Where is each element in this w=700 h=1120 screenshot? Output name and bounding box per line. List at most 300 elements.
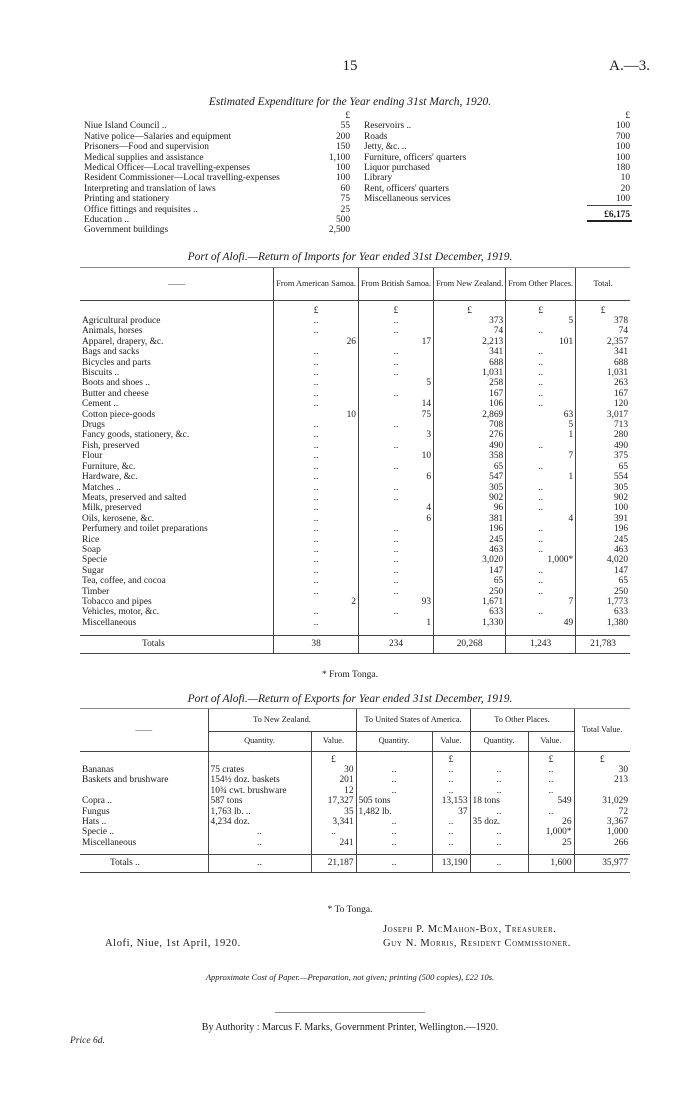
imports-stub-header: —— bbox=[168, 279, 185, 289]
imports-row bbox=[80, 337, 630, 347]
import-item-label: Milk, preserved bbox=[82, 503, 142, 514]
import-item-label: Oils, kerosene, &c. bbox=[82, 513, 155, 524]
import-value: .. bbox=[506, 347, 576, 357]
import-value: .. bbox=[506, 503, 576, 513]
imports-row bbox=[80, 607, 630, 617]
expenditure-row bbox=[82, 121, 352, 131]
imports-title: Port of Alofi.—Return of Imports for Year ended 31st December, 1919. bbox=[187, 251, 513, 263]
exports-stub-header: —— bbox=[135, 725, 153, 735]
export-value: 30 bbox=[574, 765, 630, 775]
import-value: 100 bbox=[576, 503, 630, 513]
import-value: 490 bbox=[576, 441, 630, 451]
exports-row bbox=[80, 796, 630, 806]
export-value: 549 bbox=[528, 796, 574, 806]
import-value: 10 bbox=[274, 410, 359, 420]
expenditure-left-table bbox=[82, 111, 352, 236]
import-value: .. bbox=[274, 316, 359, 326]
exports-row bbox=[80, 817, 630, 827]
import-value: .. bbox=[358, 566, 433, 576]
expenditure-item-value: 1,100 bbox=[328, 152, 350, 163]
imports-row bbox=[80, 430, 630, 440]
export-item-label: Bananas bbox=[82, 765, 114, 775]
import-value: .. bbox=[506, 389, 576, 399]
imports-row bbox=[80, 441, 630, 451]
expenditure-row bbox=[82, 142, 352, 152]
export-total-value: 1,600 bbox=[528, 854, 574, 872]
expenditure-item-label: Native police—Salaries and equipment bbox=[84, 131, 232, 142]
import-value: 75 bbox=[358, 410, 433, 420]
import-value: 378 bbox=[576, 316, 630, 326]
expenditure-item-label: Roads bbox=[364, 131, 388, 142]
import-value: 120 bbox=[576, 399, 630, 409]
expenditure-row bbox=[82, 184, 352, 194]
export-value: 35 bbox=[311, 807, 356, 817]
import-value: 1,380 bbox=[576, 618, 630, 628]
exports-row bbox=[80, 775, 630, 785]
exports-stub-spacer bbox=[80, 751, 208, 765]
imports-row bbox=[80, 368, 630, 378]
import-total-value: 234 bbox=[358, 635, 433, 653]
imports-row bbox=[80, 566, 630, 576]
import-item-label: Fish, preserved bbox=[82, 440, 140, 451]
import-value: .. bbox=[358, 441, 433, 451]
import-value: 65 bbox=[576, 576, 630, 586]
exports-sub-value-usa: Value. bbox=[432, 731, 470, 751]
expenditure-item-label: Interpreting and translation of laws bbox=[84, 183, 216, 194]
expenditure-item-label: Library bbox=[364, 173, 393, 184]
import-value: .. bbox=[274, 430, 359, 440]
imports-row bbox=[80, 389, 630, 399]
expenditure-total-rule-row bbox=[362, 221, 632, 224]
export-quantity: .. bbox=[470, 775, 528, 785]
export-item-label: Copra .. bbox=[82, 796, 112, 807]
imports-spacer-row bbox=[80, 628, 630, 635]
import-item-label: Apparel, drapery, &c. bbox=[82, 336, 164, 347]
import-value: .. bbox=[358, 389, 433, 399]
import-value: .. bbox=[358, 347, 433, 357]
import-item-label: Tea, coffee, and cocoa bbox=[82, 576, 166, 587]
authority-line: By Authority : Marcus F. Marks, Government Printer, Wellington.—1920. bbox=[201, 1022, 499, 1033]
export-quantity: 1,763 lb. .. bbox=[208, 807, 311, 817]
expenditure-row bbox=[82, 225, 352, 235]
exports-table bbox=[80, 709, 630, 873]
import-value: .. bbox=[506, 576, 576, 586]
import-value: .. bbox=[506, 587, 576, 597]
export-value: .. bbox=[528, 786, 574, 796]
export-quantity: .. bbox=[356, 817, 432, 827]
imports-row bbox=[80, 597, 630, 607]
expenditure-spacer bbox=[362, 210, 587, 221]
import-value: .. bbox=[274, 514, 359, 524]
import-value: .. bbox=[358, 555, 433, 565]
import-value: 1,000* bbox=[506, 555, 576, 565]
import-value: 1,031 bbox=[576, 368, 630, 378]
imports-row bbox=[80, 576, 630, 586]
place-date: Alofi, Niue, 1st April, 1920. bbox=[105, 938, 241, 949]
import-item-label: Hardware, &c. bbox=[82, 472, 138, 483]
exports-sub-quantity-nz: Quantity. bbox=[208, 731, 311, 751]
import-value: 373 bbox=[434, 316, 506, 326]
export-value: .. bbox=[528, 807, 574, 817]
export-quantity: 505 tons bbox=[356, 796, 432, 806]
imports-col-spacer bbox=[274, 628, 359, 635]
import-value: 5 bbox=[506, 316, 576, 326]
expenditure-item-label: Liquor purchased bbox=[364, 163, 430, 174]
document-code: A.—3. bbox=[609, 58, 650, 74]
import-value: 381 bbox=[434, 514, 506, 524]
currency-symbol: £ bbox=[528, 751, 574, 765]
import-value: 14 bbox=[358, 399, 433, 409]
imports-row bbox=[80, 326, 630, 336]
export-quantity: .. bbox=[470, 838, 528, 848]
export-total-value: .. bbox=[356, 854, 432, 872]
expenditure-total-rule bbox=[587, 221, 632, 224]
currency-symbol: £ bbox=[574, 751, 630, 765]
expenditure-item-label: Medical Officer—Local travelling-expenses bbox=[84, 163, 250, 174]
imports-row bbox=[80, 462, 630, 472]
export-quantity: .. bbox=[356, 838, 432, 848]
import-item-label: Miscellaneous bbox=[82, 617, 137, 628]
expenditure-row bbox=[362, 121, 632, 131]
exports-row bbox=[80, 827, 630, 837]
export-value: 37 bbox=[432, 807, 470, 817]
import-value: 341 bbox=[576, 347, 630, 357]
imports-row bbox=[80, 555, 630, 565]
import-value: 5 bbox=[506, 420, 576, 430]
imports-row bbox=[80, 358, 630, 368]
expenditure-item-label: Jetty, &c. .. bbox=[364, 142, 407, 153]
import-value: 276 bbox=[434, 430, 506, 440]
import-value: 547 bbox=[434, 472, 506, 482]
import-value: 167 bbox=[434, 389, 506, 399]
export-value: .. bbox=[311, 827, 356, 837]
export-value: 213 bbox=[574, 775, 630, 785]
expenditure-spacer bbox=[82, 111, 307, 121]
import-value: 6 bbox=[358, 514, 433, 524]
import-value: 713 bbox=[576, 420, 630, 430]
import-value: 2,213 bbox=[434, 337, 506, 347]
expenditure-item-label: Niue Island Council .. bbox=[84, 121, 167, 132]
expenditure-spacer bbox=[362, 111, 587, 121]
imports-row bbox=[80, 399, 630, 409]
export-item-label: Fungus bbox=[82, 806, 110, 817]
export-quantity: .. bbox=[470, 807, 528, 817]
expenditure-item-value: 180 bbox=[615, 163, 630, 174]
import-item-label: Matches .. bbox=[82, 482, 121, 493]
import-item-label: Cement .. bbox=[82, 399, 119, 410]
signature-commissioner: Guy N. Morris, Resident Commissioner. bbox=[383, 938, 571, 949]
import-value: 1,671 bbox=[434, 597, 506, 607]
imports-col-spacer bbox=[358, 628, 433, 635]
export-value: 31,029 bbox=[574, 796, 630, 806]
import-value: 280 bbox=[576, 430, 630, 440]
import-value: .. bbox=[274, 420, 359, 430]
export-value: .. bbox=[432, 775, 470, 785]
import-item-label: Agricultural produce bbox=[82, 316, 161, 326]
import-value: 1 bbox=[506, 472, 576, 482]
import-item-label: Bicycles and parts bbox=[82, 357, 151, 368]
expenditure-row bbox=[82, 173, 352, 183]
expenditure-item-label: Medical supplies and assistance bbox=[84, 152, 204, 163]
import-value: 147 bbox=[434, 566, 506, 576]
expenditure-item-label: Miscellaneous services bbox=[364, 194, 451, 205]
expenditure-item-value: 100 bbox=[615, 142, 630, 153]
import-value: 7 bbox=[506, 597, 576, 607]
import-value: 633 bbox=[576, 607, 630, 617]
imports-row bbox=[80, 472, 630, 482]
import-value: .. bbox=[274, 368, 359, 378]
export-quantity: 1,482 lb. bbox=[356, 807, 432, 817]
exports-footnote: * To Tonga. bbox=[327, 905, 373, 915]
export-value: 12 bbox=[311, 786, 356, 796]
export-total-value: 35,977 bbox=[574, 854, 630, 872]
import-value: 305 bbox=[434, 483, 506, 493]
import-value: 2,357 bbox=[576, 337, 630, 347]
export-value: 1,000* bbox=[528, 827, 574, 837]
expenditure-item-label: Resident Commissioner—Local travelling-expenses bbox=[84, 173, 280, 184]
import-value: 196 bbox=[576, 524, 630, 534]
import-value: .. bbox=[274, 326, 359, 336]
export-quantity: 35 doz. bbox=[470, 817, 528, 827]
export-quantity: 4,234 doz. bbox=[208, 817, 311, 827]
expenditure-item-value: 2,500 bbox=[328, 225, 350, 236]
expenditure-item-value: 10 bbox=[620, 173, 630, 184]
import-value: .. bbox=[274, 524, 359, 534]
imports-row bbox=[80, 451, 630, 461]
export-value: 3,341 bbox=[311, 817, 356, 827]
import-value: .. bbox=[506, 462, 576, 472]
exports-row bbox=[80, 807, 630, 817]
export-item-label: Miscellaneous bbox=[82, 837, 137, 848]
import-value: 341 bbox=[434, 347, 506, 357]
export-quantity: 587 tons bbox=[208, 796, 311, 806]
export-quantity: 154½ doz. baskets bbox=[208, 775, 311, 785]
export-item-label: Hats .. bbox=[82, 817, 107, 828]
export-value: .. bbox=[528, 765, 574, 775]
expenditure-item-label: Furniture, officers' quarters bbox=[364, 152, 467, 163]
export-value: 25 bbox=[528, 838, 574, 848]
import-value: 65 bbox=[434, 576, 506, 586]
import-value: 26 bbox=[274, 337, 359, 347]
export-quantity: .. bbox=[470, 827, 528, 837]
imports-table bbox=[80, 268, 630, 654]
import-value: .. bbox=[274, 587, 359, 597]
import-value: 74 bbox=[576, 326, 630, 336]
export-value: .. bbox=[528, 775, 574, 785]
expenditure-row bbox=[362, 142, 632, 152]
expenditure-title: Estimated Expenditure for the Year ending 31st March, 1920. bbox=[208, 96, 492, 108]
import-value: 554 bbox=[576, 472, 630, 482]
exports-sub-value-nz: Value. bbox=[311, 731, 356, 751]
expenditure-item-value: 100 bbox=[615, 194, 630, 205]
price-note: Price 6d. bbox=[70, 1036, 105, 1046]
exports-group-usa: To United States of America. bbox=[356, 709, 470, 731]
imports-currency-row bbox=[80, 300, 630, 316]
imports-footnote: * From Tonga. bbox=[322, 670, 378, 680]
import-total-value: 1,243 bbox=[506, 635, 576, 653]
import-value: 49 bbox=[506, 618, 576, 628]
export-value: 72 bbox=[574, 807, 630, 817]
export-value: 3,367 bbox=[574, 817, 630, 827]
import-value: .. bbox=[506, 607, 576, 617]
imports-row bbox=[80, 410, 630, 420]
import-value: .. bbox=[274, 441, 359, 451]
expenditure-row bbox=[82, 153, 352, 163]
import-value: .. bbox=[274, 566, 359, 576]
currency-symbol: £ bbox=[434, 300, 506, 316]
import-value: 245 bbox=[434, 535, 506, 545]
expenditure-item-label: Prisoners—Food and supervision bbox=[84, 142, 209, 153]
signature-treasurer: Joseph P. McMahon-Box, Treasurer. bbox=[383, 924, 557, 935]
import-value: .. bbox=[358, 326, 433, 336]
import-value: 147 bbox=[576, 566, 630, 576]
import-value: 65 bbox=[576, 462, 630, 472]
import-value: 258 bbox=[434, 378, 506, 388]
import-item-label: Meats, preserved and salted bbox=[82, 492, 187, 503]
import-value: .. bbox=[506, 545, 576, 555]
import-value: 902 bbox=[434, 493, 506, 503]
import-value: .. bbox=[506, 441, 576, 451]
import-total-value: 38 bbox=[274, 635, 359, 653]
expenditure-row bbox=[82, 132, 352, 142]
import-item-label: Timber bbox=[82, 586, 110, 597]
import-value: 688 bbox=[576, 358, 630, 368]
export-value: 266 bbox=[574, 838, 630, 848]
expenditure-item-label: Printing and stationery bbox=[84, 194, 170, 205]
import-value: 305 bbox=[576, 483, 630, 493]
export-quantity: .. bbox=[470, 765, 528, 775]
import-value: .. bbox=[358, 483, 433, 493]
import-item-label: Rice bbox=[82, 534, 100, 545]
expenditure-row bbox=[362, 163, 632, 173]
expenditure-row bbox=[362, 132, 632, 142]
expenditure-row bbox=[82, 205, 352, 215]
exports-sub-quantity-usa: Quantity. bbox=[356, 731, 432, 751]
import-value: 3,020 bbox=[434, 555, 506, 565]
import-item-label: Vehicles, motor, &c. bbox=[82, 607, 159, 618]
import-item-label: Animals, horses bbox=[82, 326, 143, 337]
imports-row bbox=[80, 347, 630, 357]
exports-group-other: To Other Places. bbox=[470, 709, 574, 731]
import-value: .. bbox=[274, 503, 359, 513]
import-value: 1,031 bbox=[434, 368, 506, 378]
import-item-label: Perfumery and toilet preparations bbox=[82, 524, 208, 535]
import-value: 65 bbox=[434, 462, 506, 472]
exports-col-spacer bbox=[356, 751, 432, 765]
imports-row bbox=[80, 503, 630, 513]
import-value: .. bbox=[506, 566, 576, 576]
imports-col-spacer bbox=[576, 628, 630, 635]
expenditure-item-value: 25 bbox=[340, 204, 350, 215]
imports-totals-row bbox=[80, 635, 630, 653]
expenditure-row bbox=[362, 153, 632, 163]
import-value: 74 bbox=[434, 326, 506, 336]
export-total-value: .. bbox=[208, 854, 311, 872]
import-value: .. bbox=[506, 535, 576, 545]
exports-sub-quantity-other: Quantity. bbox=[470, 731, 528, 751]
import-value: 1,773 bbox=[576, 597, 630, 607]
currency-symbol: £ bbox=[625, 111, 630, 121]
imports-col-spacer bbox=[434, 628, 506, 635]
import-value: .. bbox=[274, 607, 359, 617]
import-value: 7 bbox=[506, 451, 576, 461]
import-value: 708 bbox=[434, 420, 506, 430]
imports-row bbox=[80, 378, 630, 388]
export-value: .. bbox=[432, 817, 470, 827]
export-total-value: 21,187 bbox=[311, 854, 356, 872]
expenditure-row bbox=[362, 194, 632, 205]
expenditure-item-label: Education .. bbox=[84, 215, 130, 226]
export-quantity: .. bbox=[356, 775, 432, 785]
import-value: .. bbox=[358, 535, 433, 545]
import-value: .. bbox=[274, 618, 359, 628]
imports-col-american-samoa: From American Samoa. bbox=[274, 268, 359, 300]
import-value: 10 bbox=[358, 451, 433, 461]
import-value: .. bbox=[358, 368, 433, 378]
exports-totals-label: Totals .. bbox=[80, 854, 208, 872]
import-value: .. bbox=[506, 483, 576, 493]
import-value: .. bbox=[358, 545, 433, 555]
expenditure-currency-row bbox=[362, 111, 632, 121]
import-value: .. bbox=[274, 462, 359, 472]
import-item-label: Soap bbox=[82, 544, 101, 555]
export-value: 1,000 bbox=[574, 827, 630, 837]
imports-row bbox=[80, 420, 630, 430]
export-value: 13,153 bbox=[432, 796, 470, 806]
import-value: .. bbox=[274, 358, 359, 368]
export-item-label: Specie .. bbox=[82, 827, 115, 838]
export-quantity: 18 tons bbox=[470, 796, 528, 806]
import-value: .. bbox=[358, 493, 433, 503]
import-item-label: Specie bbox=[82, 555, 107, 566]
export-quantity: .. bbox=[356, 765, 432, 775]
currency-symbol: £ bbox=[345, 111, 350, 121]
export-quantity: .. bbox=[470, 786, 528, 796]
exports-row bbox=[80, 765, 630, 775]
export-value: .. bbox=[432, 765, 470, 775]
imports-row bbox=[80, 545, 630, 555]
imports-row bbox=[80, 587, 630, 597]
expenditure-item-value: 20 bbox=[620, 183, 630, 194]
expenditure-item-value: 100 bbox=[615, 121, 630, 132]
import-value: .. bbox=[506, 326, 576, 336]
import-item-label: Tobacco and pipes bbox=[82, 596, 152, 607]
import-item-label: Butter and cheese bbox=[82, 388, 149, 399]
import-item-label: Cotton piece-goods bbox=[82, 409, 156, 420]
import-value: .. bbox=[506, 399, 576, 409]
import-value: .. bbox=[506, 358, 576, 368]
import-value: .. bbox=[274, 576, 359, 586]
import-value: 490 bbox=[434, 441, 506, 451]
expenditure-row bbox=[82, 215, 352, 225]
exports-col-spacer bbox=[208, 751, 311, 765]
import-item-label: Drugs bbox=[82, 420, 105, 431]
import-value: .. bbox=[274, 451, 359, 461]
import-value: 5 bbox=[358, 378, 433, 388]
import-value: 4 bbox=[506, 514, 576, 524]
exports-title: Port of Alofi.—Return of Exports for Year ended 31st December, 1919. bbox=[187, 693, 513, 705]
imports-row bbox=[80, 493, 630, 503]
import-value: .. bbox=[274, 545, 359, 555]
expenditure-total-row bbox=[362, 210, 632, 221]
expenditure-spacer bbox=[362, 221, 587, 224]
export-item-label bbox=[80, 786, 208, 796]
import-value: 1 bbox=[506, 430, 576, 440]
import-value: 358 bbox=[434, 451, 506, 461]
export-quantity: 10¾ cwt. brushware bbox=[208, 786, 311, 796]
imports-col-new-zealand: From New Zealand. bbox=[434, 268, 506, 300]
imports-stub-spacer bbox=[80, 300, 274, 316]
